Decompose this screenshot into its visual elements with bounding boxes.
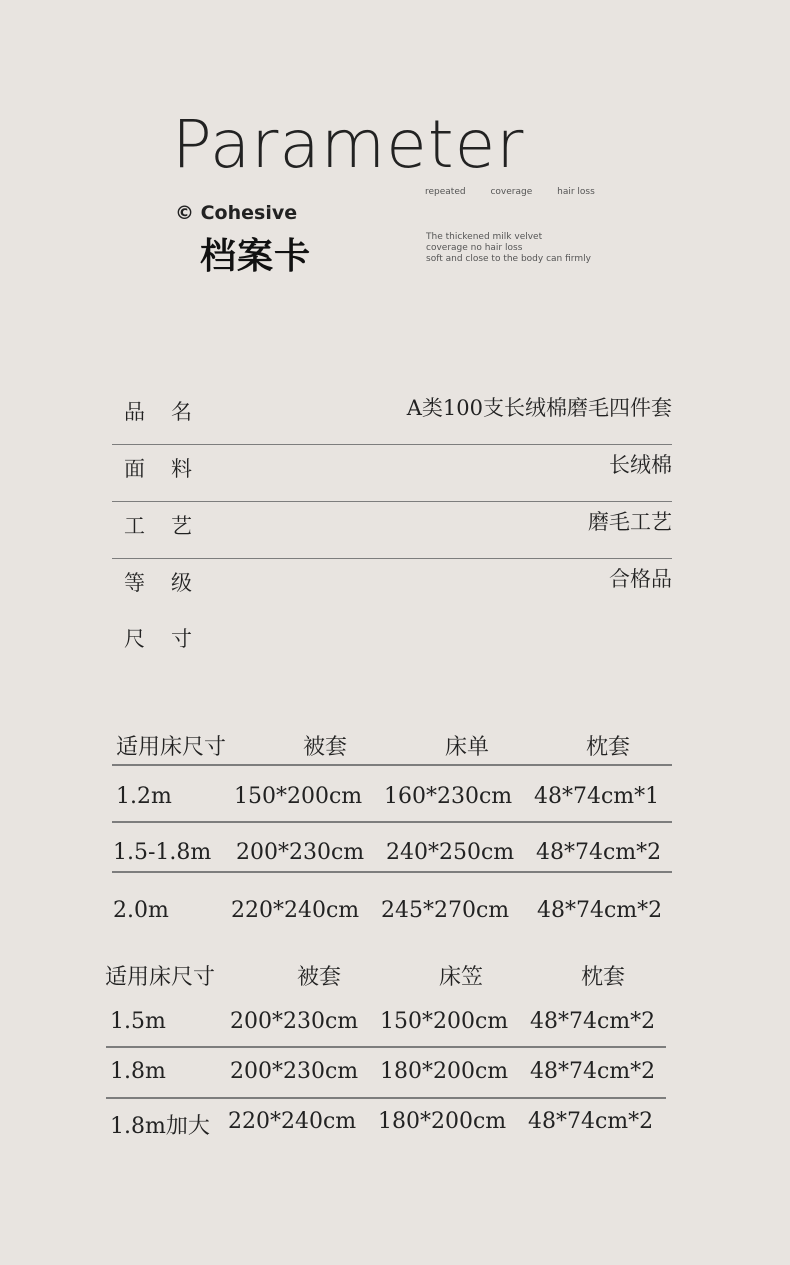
- param-value: 磨毛工艺: [588, 510, 672, 534]
- table-cell: 245*270cm: [381, 898, 510, 923]
- feature-tags: [425, 187, 617, 197]
- table-header: 被套: [303, 735, 348, 760]
- param-key: 品名: [124, 400, 218, 424]
- tag-hair-loss: hair loss: [557, 187, 595, 197]
- parameter-list: [112, 388, 672, 671]
- param-key: 面料: [124, 457, 218, 481]
- param-key: 等级: [124, 571, 218, 595]
- divider: [106, 1097, 666, 1099]
- table-cell: 48*74cm*1: [534, 784, 660, 809]
- param-row-craft: [112, 502, 672, 559]
- table-cell: 150*200cm: [380, 1009, 509, 1034]
- table-header: 适用床尺寸: [116, 735, 227, 760]
- divider: [112, 821, 672, 823]
- param-row-fabric: [112, 445, 672, 502]
- table-cell: 1.5-1.8m: [113, 840, 212, 865]
- table-cell: 48*74cm*2: [528, 1109, 654, 1134]
- blurb-line: soft and close to the body can firmly: [426, 254, 591, 264]
- table-cell: 240*250cm: [386, 840, 515, 865]
- table-cell: 220*240cm: [231, 898, 360, 923]
- table-header: 被套: [297, 965, 342, 990]
- table-cell: 1.5m: [110, 1009, 166, 1034]
- table-header: 床单: [445, 735, 490, 760]
- table-cell: 150*200cm: [234, 784, 363, 809]
- table-cell: 48*74cm*2: [530, 1059, 656, 1084]
- param-row-name: [112, 388, 672, 445]
- table-cell: 1.8m加大: [110, 1114, 210, 1139]
- table-cell: 200*230cm: [236, 840, 365, 865]
- param-key: 尺寸: [124, 627, 218, 651]
- table-cell: 48*74cm*2: [536, 840, 662, 865]
- brand-name: © Cohesive: [175, 202, 298, 224]
- param-row-grade: [112, 559, 672, 615]
- table-header: 适用床尺寸: [105, 965, 216, 990]
- product-blurb: [426, 232, 591, 265]
- brand-subtitle: 档案卡: [200, 236, 312, 277]
- param-value: 长绒棉: [609, 453, 672, 477]
- table-header: 枕套: [586, 735, 631, 760]
- table-cell: 1.8m: [110, 1059, 166, 1084]
- page-title: Parameter: [172, 106, 525, 183]
- blurb-line: The thickened milk velvet: [426, 232, 543, 242]
- table-cell: 48*74cm*2: [537, 898, 663, 923]
- param-value: 合格品: [609, 567, 672, 591]
- table-cell: 48*74cm*2: [530, 1009, 656, 1034]
- table-cell: 200*230cm: [230, 1009, 359, 1034]
- table-cell: 200*230cm: [230, 1059, 359, 1084]
- table-cell: 1.2m: [116, 784, 172, 809]
- table-cell: 2.0m: [113, 898, 169, 923]
- blurb-line: coverage no hair loss: [426, 243, 523, 253]
- param-value: A类100支长绒棉磨毛四件套: [406, 396, 672, 420]
- table-cell: 220*240cm: [228, 1109, 357, 1134]
- table-header: 床笠: [439, 965, 484, 990]
- tag-coverage: coverage: [490, 187, 533, 197]
- param-key: 工艺: [124, 514, 218, 538]
- divider: [106, 1046, 666, 1048]
- param-row-size: [112, 615, 672, 671]
- table-header: 枕套: [581, 965, 626, 990]
- divider: [112, 764, 672, 766]
- divider: [112, 871, 672, 873]
- table-cell: 160*230cm: [384, 784, 513, 809]
- table-cell: 180*200cm: [378, 1109, 507, 1134]
- table-cell: 180*200cm: [380, 1059, 509, 1084]
- tag-repeated: repeated: [425, 187, 466, 197]
